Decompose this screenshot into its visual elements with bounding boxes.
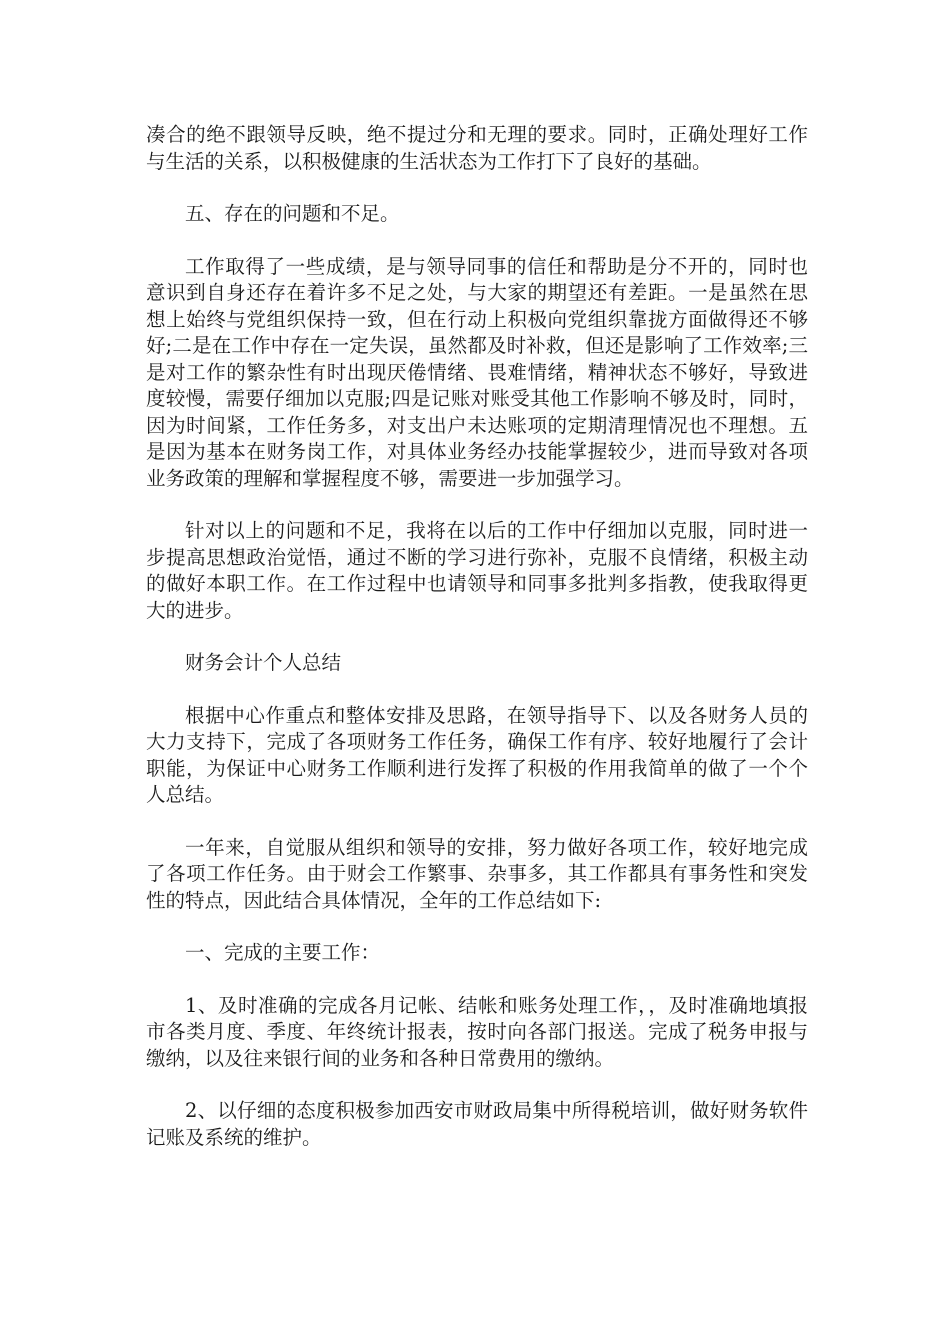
document-subtitle: 财务会计个人总结 — [185, 651, 342, 674]
section-heading-problems: 五、存在的问题和不足。 — [185, 202, 400, 225]
section-heading-main-work: 一、完成的主要工作： — [185, 941, 381, 964]
paragraph-improvement: 针对以上的问题和不足，我将在以后的工作中仔细加以克服，同时进一步提高思想政治觉悟，通过不断的学习进行弥补，克服不良情绪，积极主动的做好本职工作。在工作过程中也请领导和同事多批判多指教，使我取得更大的进步。 — [146, 519, 808, 622]
paragraph-shortcomings: 工作取得了一些成绩，是与领导同事的信任和帮助是分不开的，同时也意识到自身还存在着许多不足之处，与大家的期望还有差距。一是虽然在思想上始终与党组织保持一致，但在行动上积极向党组织靠拢方面做得还不够好;二是在工作中存在一定失误，虽然都及时补救，但还是影响了工作效率;三是对工作的繁杂性有时出现厌倦情绪、畏难情绪，精神状态不够好，导致进度较慢，需要仔细加以克服;四是记账对账受其他工作影响不够及时，同时，因为时间紧，工作任务多，对支出户未达账项的定期清理情况也不理想。五是因为基本在财务岗工作，对具体业务经办技能掌握较少，进而导致对各项业务政策的理解和掌握程度不够，需要进一步加强学习。 — [146, 254, 808, 490]
paragraph-continuation: 凑合的绝不跟领导反映，绝不提过分和无理的要求。同时，正确处理好工作与生活的关系，以积极健康的生活状态为工作打下了良好的基础。 — [146, 123, 808, 173]
paragraph-intro: 根据中心作重点和整体安排及思路，在领导指导下、以及各财务人员的大力支持下，完成了各项财务工作任务，确保工作有序、较好地履行了会计职能，为保证中心财务工作顺利进行发挥了积极的作用我简单的做了一个个人总结。 — [146, 703, 808, 806]
list-item-2: 2、以仔细的态度积极参加西安市财政局集中所得税培训，做好财务软件记账及系统的维护。 — [146, 1099, 808, 1149]
document-page — [146, 122, 808, 1177]
list-item-1: 1、及时准确的完成各月记帐、结帐和账务处理工作，，及时准确地填报市各类月度、季度、年终统计报表，按时向各部门报送。完成了税务申报与缴纳，以及往来银行间的业务和各种日常费用的缴纳。 — [146, 993, 808, 1070]
paragraph-overview: 一年来，自觉服从组织和领导的安排，努力做好各项工作，较好地完成了各项工作任务。由于财会工作繁事、杂事多，其工作都具有事务性和突发性的特点，因此结合具体情况，全年的工作总结如下: — [146, 835, 808, 912]
